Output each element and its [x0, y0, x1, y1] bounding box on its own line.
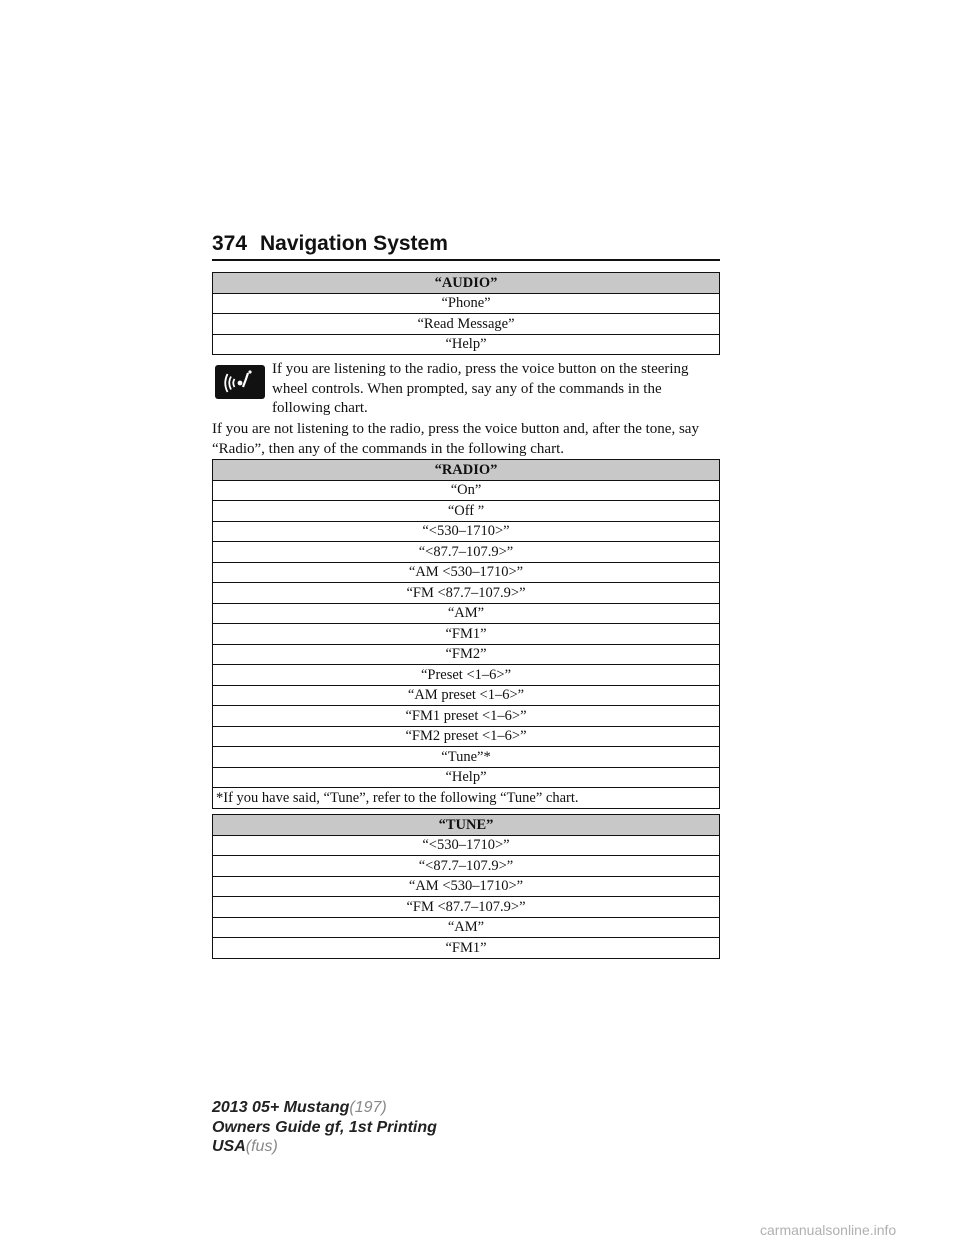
voice-instruction-text: If you are listening to the radio, press the voice button on the steering wheel controls. When prompted, say any of the commands in the following chart. [272, 361, 689, 416]
table-row: “FM2” [213, 644, 720, 665]
table-row: “Phone” [213, 293, 720, 314]
footer-model: 2013 05+ Mustang [212, 1099, 350, 1116]
table-row: “<87.7–107.9>” [213, 542, 720, 563]
table-row: “FM1” [213, 624, 720, 645]
table-row: “FM <87.7–107.9>” [213, 897, 720, 918]
tune-table-title: “TUNE” [213, 815, 720, 836]
footer-market-code: (fus) [245, 1138, 278, 1155]
page-footer [212, 1098, 437, 1157]
table-row: “Preset <1–6>” [213, 665, 720, 686]
watermark: carmanualsonline.info [760, 1222, 897, 1238]
table-row: “FM1” [213, 938, 720, 959]
table-row: “AM <530–1710>” [213, 876, 720, 897]
table-row: “<530–1710>” [213, 521, 720, 542]
radio-intro-text: If you are not listening to the radio, press the voice button and, after the tone, say “Radio”, then any of the commands in the following chart. [212, 421, 699, 457]
table-row: “FM1 preset <1–6>” [213, 706, 720, 727]
table-row: “<87.7–107.9>” [213, 856, 720, 877]
footer-edition: Owners Guide gf, 1st Printing [212, 1118, 437, 1136]
table-row: “Help” [213, 334, 720, 355]
table-row: “Off ” [213, 501, 720, 522]
page-number: 374 [212, 232, 248, 255]
header-rule [212, 259, 720, 261]
radio-commands-table [212, 459, 720, 809]
radio-table-footnote: *If you have said, “Tune”, refer to the following “Tune” chart. [213, 788, 720, 809]
voice-button-icon [215, 365, 265, 399]
table-row: “Tune”* [213, 747, 720, 768]
table-row: “Help” [213, 767, 720, 788]
table-row: “On” [213, 480, 720, 501]
table-row: “AM preset <1–6>” [213, 685, 720, 706]
page-header [212, 232, 720, 264]
section-title: Navigation System [260, 232, 448, 255]
audio-commands-table [212, 272, 720, 355]
table-row: “<530–1710>” [213, 835, 720, 856]
tune-commands-table [212, 814, 720, 959]
footer-page-code: (197) [349, 1099, 387, 1116]
table-row: “FM2 preset <1–6>” [213, 726, 720, 747]
table-row: “AM” [213, 603, 720, 624]
radio-table-title: “RADIO” [213, 460, 720, 481]
footer-market: USA [212, 1138, 246, 1155]
table-row: “Read Message” [213, 314, 720, 335]
audio-table-title: “AUDIO” [213, 273, 720, 294]
table-row: “FM <87.7–107.9>” [213, 583, 720, 604]
table-row: “AM <530–1710>” [213, 562, 720, 583]
table-row: “AM” [213, 917, 720, 938]
